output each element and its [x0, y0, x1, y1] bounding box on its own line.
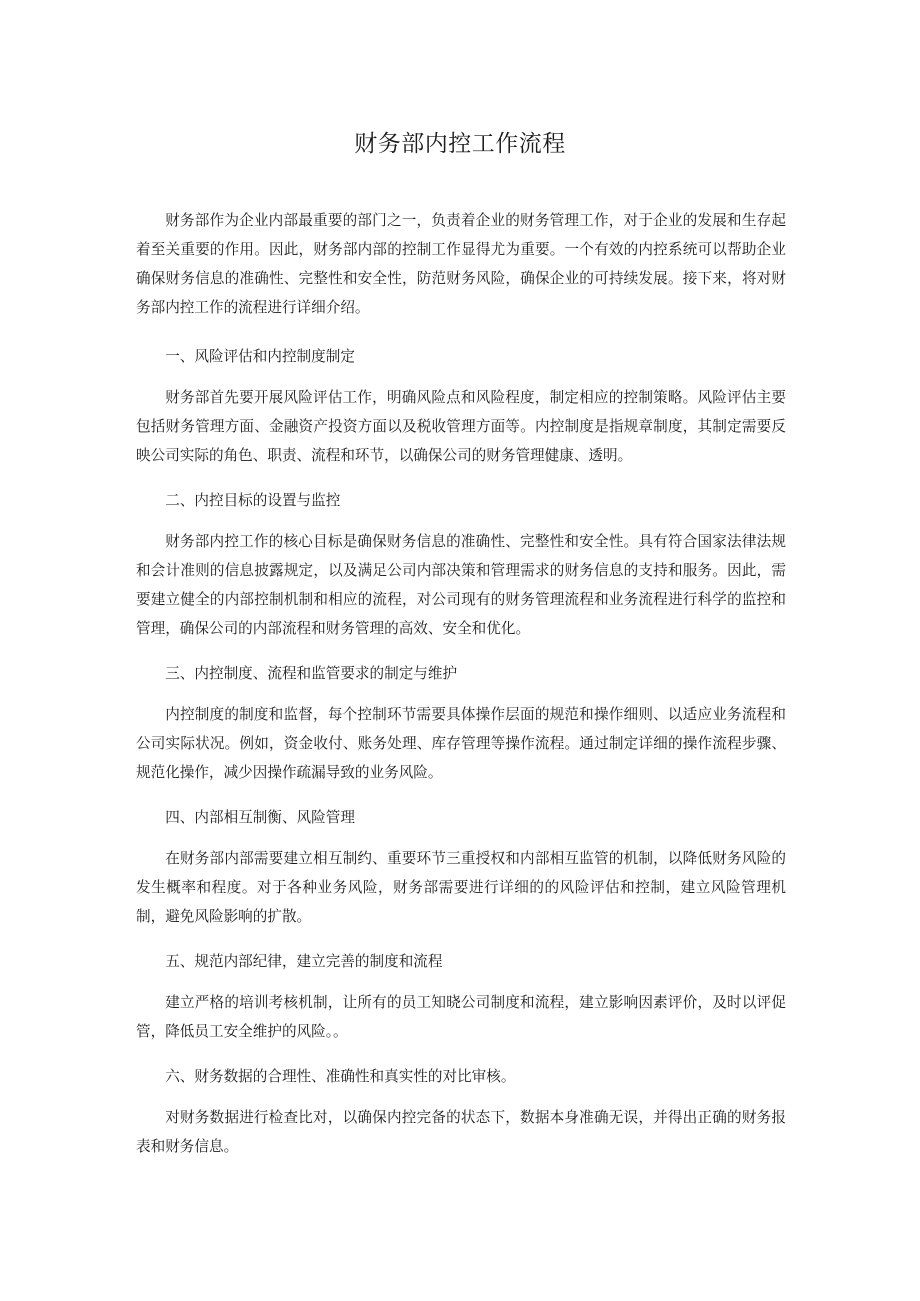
section-body-6: 对财务数据进行检查比对，以确保内控完备的状态下，数据本身准确无误，并得出正确的财务报表和财务信息。	[136, 1109, 786, 1155]
intro-paragraph: 财务部作为企业内部最重要的部门之一，负责着企业的财务管理工作，对于企业的发展和生存起着至关重要的作用。因此，财务部内部的控制工作显得尤为重要。一个有效的内控系统可以帮助企业确保财务信息的准确性、完整性和安全性，防范财务风险，确保企业的可持续发展。接下来，将对财务部内控工作的流程进行详细介绍。	[136, 212, 786, 316]
section-body-2: 财务部内控工作的核心目标是确保财务信息的准确性、完整性和安全性。具有符合国家法律法规和会计准则的信息披露规定，以及满足公司内部决策和管理需求的财务信息的支持和服务。因此，需要建立健全的内部控制机制和相应的流程，对公司现有的财务管理流程和业务流程进行科学的监控和管理，确保公司的内部流程和财务管理的高效、安全和优化。	[136, 533, 786, 637]
section-heading-5: 五、规范内部纪律，建立完善的制度和流程	[165, 953, 443, 970]
document-body	[136, 206, 786, 1177]
section-heading-3: 三、内控制度、流程和监管要求的制定与维护	[165, 665, 458, 682]
page-title: 财务部内控工作流程	[354, 131, 566, 157]
section-heading-4: 四、内部相互制衡、风险管理	[165, 809, 355, 826]
section-heading-1: 一、风险评估和内控制度制定	[165, 348, 355, 365]
section-body-4: 在财务部内部需要建立相互制约、重要环节三重授权和内部相互监管的机制，以降低财务风险的发生概率和程度。对于各种业务风险，财务部需要进行详细的的风险评估和控制，建立风险管理机制，避免风险影响的扩散。	[136, 850, 786, 925]
section-heading-6: 六、财务数据的合理性、准确性和真实性的对比审核。	[165, 1068, 516, 1085]
section-body-5: 建立严格的培训考核机制，让所有的员工知晓公司制度和流程，建立影响因素评价，及时以评促管，降低员工安全维护的风险。。	[136, 994, 786, 1040]
section-heading-2: 二、内控目标的设置与监控	[165, 492, 341, 509]
section-body-1: 财务部首先要开展风险评估工作，明确风险点和风险程度，制定相应的控制策略。风险评估主要包括财务管理方面、金融资产投资方面以及税收管理方面等。内控制度是指规章制度，其制定需要反映公司实际的角色、职责、流程和环节，以确保公司的财务管理健康、透明。	[136, 389, 786, 464]
section-body-3: 内控制度的制度和监督，每个控制环节需要具体操作层面的规范和操作细则、以适应业务流程和公司实际状况。例如，资金收付、账务处理、库存管理等操作流程。通过制定详细的操作流程步骤、规范化操作，减少因操作疏漏导致的业务风险。	[136, 706, 786, 781]
